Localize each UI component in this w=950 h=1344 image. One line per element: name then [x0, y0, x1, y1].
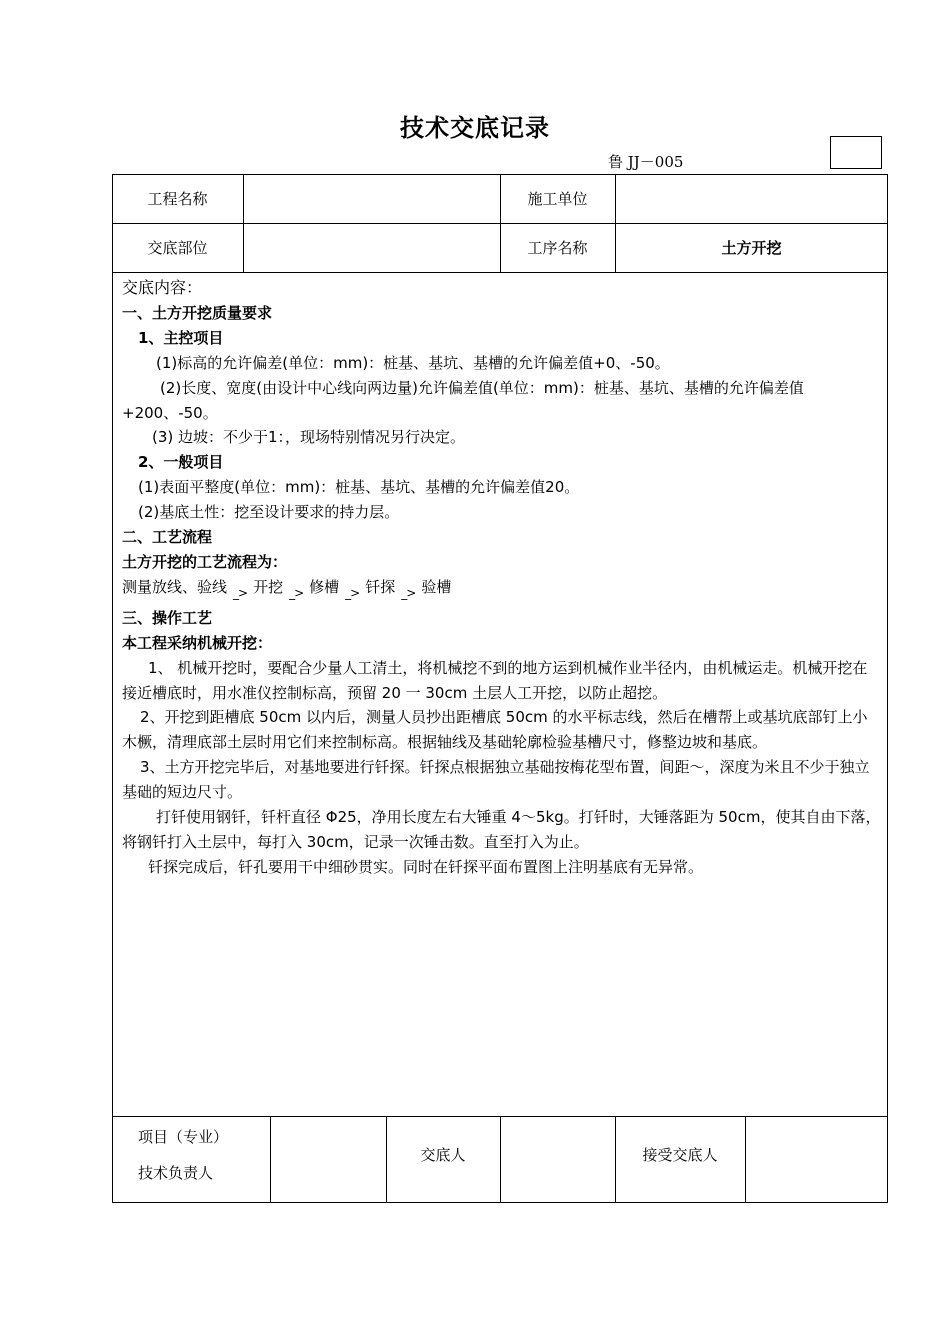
section-1-item-4: (1)表面平整度(单位：mm)：桩基、基坑、基槽的允许偏差值20。	[138, 478, 580, 497]
tech-lead-label-line1: 项目（专业）	[138, 1128, 229, 1146]
construction-unit-value	[615, 174, 888, 223]
tech-lead-label-line2: 技术负责人	[138, 1164, 214, 1182]
construction-unit-label: 施工单位	[527, 190, 588, 208]
section-3-item-2: 2、开挖到距槽底 50cm 以内后，测量人员抄出距槽底 50cm 的水平标志线，然后在槽帮上或基坑底部钉上小木橛，清理底部土层时用它们来控制标高。根据轴线及基础轮廓检验基槽尺寸，修整边坡和基底。	[122, 708, 868, 752]
section-3-item-1: 1、 机械开挖时，要配合少量人工清土，将机械挖不到的地方运到机械作业半径内，由机械运走。机械开挖在接近槽底时，用水准仪控制标高，预留 20 一 30cm 土层人工开挖，以防止超挖。	[122, 658, 868, 702]
location-value	[243, 223, 500, 272]
receiver-value	[745, 1116, 888, 1203]
section-3-item-5: 钎探完成后，钎孔要用干中细砂贯实。同时在钎探平面布置图上注明基底有无异常。	[148, 857, 704, 876]
process-value: 土方开挖	[721, 239, 782, 257]
flow-arrow-icon: _>	[401, 585, 416, 600]
discloser-value	[500, 1116, 615, 1203]
content-intro: 交底内容：	[122, 278, 203, 297]
flow-arrow-icon: _>	[345, 585, 360, 600]
disclosure-content	[122, 276, 882, 880]
flow-step: 验槽	[421, 577, 452, 596]
flow-arrow-icon: _>	[289, 585, 304, 600]
section-1-item-2: (2)长度、宽度(由设计中心线向两边量)允许偏差值(单位：mm)：桩基、基坑、基槽的允许偏差值+200、-50。	[122, 378, 804, 422]
receiver-label: 接受交底人	[642, 1145, 718, 1164]
flow-step: 测量放线、验线	[122, 577, 228, 596]
section-2-title: 二、工艺流程	[122, 528, 213, 547]
document-code: 鲁 JJ－005	[608, 153, 684, 171]
tech-lead-value	[270, 1116, 386, 1203]
section-3-title: 三、操作工艺	[122, 608, 213, 627]
section-3-item-3: 3、土方开挖完毕后，对基地要进行钎探。钎探点根据独立基础按梅花型布置，间距～，深度为米且不少于独立基础的短边尺寸。	[122, 758, 870, 802]
project-name-value	[243, 174, 500, 223]
section-1-title: 一、土方开挖质量要求	[122, 303, 273, 322]
location-label: 交底部位	[147, 239, 208, 257]
section-1-item-1: (1)标高的允许偏差(单位：mm)：桩基、基坑、基槽的允许偏差值+0、-50。	[156, 353, 670, 372]
row-divider	[112, 272, 888, 273]
number-box	[830, 136, 882, 169]
section-1-sub-main: 1、主控项目	[138, 328, 224, 347]
section-1-item-3: (3) 边坡：不少于1：，现场特别情况另行决定。	[152, 428, 466, 447]
document-title: 技术交底记录	[400, 114, 550, 142]
section-3-sub: 本工程采纳机械开挖：	[122, 633, 273, 652]
section-2-sub: 土方开挖的工艺流程为：	[122, 552, 288, 571]
discloser-label: 交底人	[420, 1145, 466, 1164]
section-1-item-5: (2)基底土性：挖至设计要求的持力层。	[138, 503, 400, 522]
project-name-label: 工程名称	[147, 190, 208, 208]
process-label: 工序名称	[527, 239, 588, 257]
flow-arrow-icon: _>	[233, 585, 248, 600]
flow-step: 钎探	[365, 577, 396, 596]
section-1-sub-general: 2、一般项目	[138, 453, 224, 472]
flow-step: 开挖	[253, 577, 284, 596]
flow-step: 修槽	[309, 577, 340, 596]
section-3-item-4: 打钎使用钢钎，钎杆直径 Φ25，净用长度左右大锤重 4～5kg。打钎时，大锤落距为 50cm，使其自由下落，将钢钎打入土层中，每打入 30cm，记录一次锤击数。直至打入为止。	[122, 808, 881, 851]
process-flow	[122, 575, 882, 606]
